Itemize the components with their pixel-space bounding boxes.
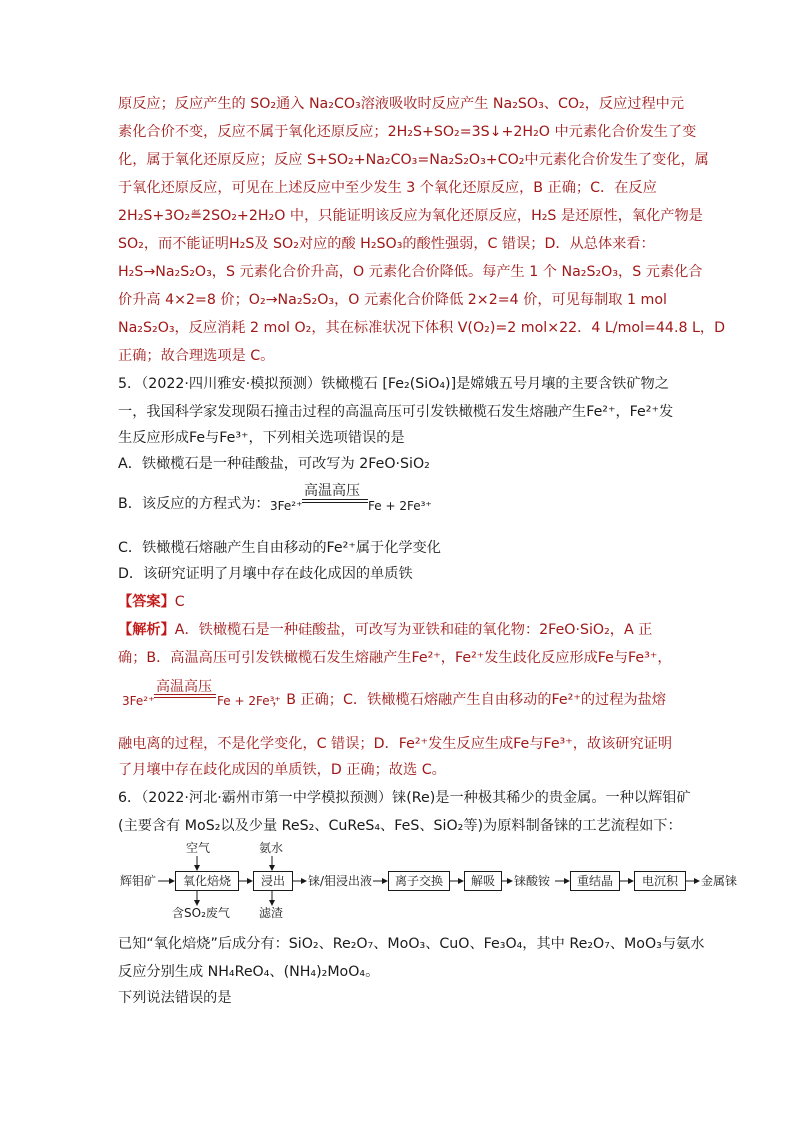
q5-option-d: D．该研究证明了月壤中存在歧化成因的单质铁 xyxy=(118,566,413,582)
flow-box-ion-exchange: 离子交换 xyxy=(388,871,450,891)
analysis-text-1: A．铁橄榄石是一种硅酸盐，可改写为亚铁和硅的氧化物：2FeO·SiO₂，A 正 xyxy=(174,622,653,638)
analysis-eq-left: 3Fe²⁺ xyxy=(122,694,155,708)
analysis-line-5: 2H₂S+3O₂≝2SO₂+2H₂O 中，只能证明该反应为氧化还原反应，H₂S 是还原性，氧化产物是 xyxy=(118,208,703,224)
flow-box-recryst: 重结晶 xyxy=(570,871,620,891)
answer-row xyxy=(118,592,185,612)
flow-ammonia: 氨水 xyxy=(259,841,284,855)
flow-box-leach: 浸出 xyxy=(253,871,293,891)
flow-product: 金属铼 xyxy=(701,874,738,888)
analysis-line-10: 正确；故合理选项是 C。 xyxy=(118,348,275,364)
q5-option-a: A．铁橄榄石是一种硅酸盐，可改写为 2FeO·SiO₂ xyxy=(118,456,430,472)
answer-label: 【答案】 xyxy=(118,594,175,610)
q5-option-c: C．铁橄榄石熔融产生自由移动的Fe²⁺属于化学变化 xyxy=(118,540,441,556)
analysis-line-7: H₂S→Na₂S₂O₃，S 元素化合价升高，O 元素化合价降低。每产生 1 个 Na₂S₂O₃，S 元素化合 xyxy=(118,264,703,280)
analysis-text-3: ，B 正确；C．铁橄榄石熔融产生自由移动的Fe²⁺的过程为盐熔 xyxy=(272,692,666,708)
q5-b-eq-condition: 高温高压 xyxy=(304,483,360,499)
analysis-label: 【解析】 xyxy=(118,622,175,638)
analysis-line-3: 化，属于氧化还原反应；反应 S+SO₂+Na₂CO₃=Na₂S₂O₃+CO₂中元素化合价发生了变化，属 xyxy=(118,152,709,168)
flow-box-desorb: 解吸 xyxy=(464,871,502,891)
q5-stem-2: 一，我国科学家发现陨石撞击过程的高温高压可引发铁橄榄石发生熔融产生Fe²⁺，Fe²⁺发 xyxy=(118,404,674,420)
q5-option-b: B．该反应的方程式为： xyxy=(118,496,270,512)
flow-box-electro: 电沉积 xyxy=(634,871,686,891)
analysis-row-1 xyxy=(118,620,652,640)
analysis-line-6: SO₂，而不能证明H₂S及 SO₂对应的酸 H₂SO₃的酸性强弱，C 错误；D．从总体来看： xyxy=(118,236,655,252)
q6-after-3: 下列说法错误的是 xyxy=(118,990,232,1006)
q5-stem-3: 生反应形成Fe与Fe³⁺，下列相关选项错误的是 xyxy=(118,430,405,446)
flow-ammonium: 铼酸铵 xyxy=(514,874,551,888)
analysis-line-8: 价升高 4×2=8 价；O₂→Na₂S₂O₃，O 元素化合价降低 2×2=4 价，可见每制取 1 mol xyxy=(118,292,667,308)
q5-stem-1: 5．（2022·四川雅安·模拟预测）铁橄榄石 [Fe₂(SiO₄)]是嫦娥五号月壤的主要含铁矿物之 xyxy=(118,376,669,392)
flow-box-roast: 氧化焙烧 xyxy=(175,871,239,891)
analysis-line-2: 素化合价不变，反应不属于氧化还原反应；2H₂S+SO₂=3S↓+2H₂O 中元素化合价发生了变 xyxy=(118,124,697,140)
q5-b-eq-arrow xyxy=(302,499,368,503)
analysis-line-1: 原反应；反应产生的 SO₂通入 Na₂CO₃溶液吸收时反应产生 Na₂SO₃、CO₂，反应过程中元 xyxy=(118,96,685,112)
analysis-eq-right: Fe + 2Fe³⁺ xyxy=(217,694,281,708)
answer-value: C xyxy=(174,594,185,610)
analysis-text-4: 融电离的过程，不是化学变化，C 错误；D．Fe²⁺发生反应生成Fe与Fe³⁺，故该研究证明 xyxy=(118,736,673,752)
flow-so2: 含SO₂废气 xyxy=(172,906,230,920)
flow-residue: 滤渣 xyxy=(259,906,284,920)
q6-stem-1: 6．（2022·河北·霸州市第一中学模拟预测）铼(Re)是一种极其稀少的贵金属。一种以辉钼矿 xyxy=(118,790,691,806)
q5-b-eq-right: Fe + 2Fe³⁺ xyxy=(368,499,432,513)
q6-stem-2: (主要含有 MoS₂以及少量 ReS₂、CuReS₄、FeS、SiO₂等)为原料制备铼的工艺流程如下： xyxy=(118,818,682,834)
flow-air: 空气 xyxy=(186,841,211,855)
analysis-text-2: 确；B．高温高压可引发铁橄榄石发生熔融产生Fe²⁺，Fe²⁺发生歧化反应形成Fe与Fe³⁺， xyxy=(118,650,672,666)
analysis-eq-condition: 高温高压 xyxy=(156,679,212,695)
analysis-line-4: 于氧化还原反应，可见在上述反应中至少发生 3 个氧化还原反应，B 正确；C．在反应 xyxy=(118,180,657,196)
analysis-eq-arrow xyxy=(154,694,216,698)
q6-after-2: 反应分别生成 NH₄ReO₄、(NH₄)₂MoO₄。 xyxy=(118,964,380,980)
flow-start: 辉钼矿 xyxy=(120,874,157,888)
flow-leachate: 铼/钼浸出液 xyxy=(308,874,373,888)
q6-after-1: 已知“氧化焙烧”后成分有：SiO₂、Re₂O₇、MoO₃、CuO、Fe₃O₄，其中 Re₂O₇、MoO₃与氨水 xyxy=(118,936,705,952)
q5-b-eq-left: 3Fe²⁺ xyxy=(270,499,303,513)
analysis-line-9: Na₂S₂O₃，反应消耗 2 mol O₂，其在标准状况下体积 V(O₂)=2 mol×22．4 L/mol=44.8 L，D xyxy=(118,320,726,336)
analysis-text-5: 了月壤中存在歧化成因的单质铁，D 正确；故选 C。 xyxy=(118,762,446,778)
